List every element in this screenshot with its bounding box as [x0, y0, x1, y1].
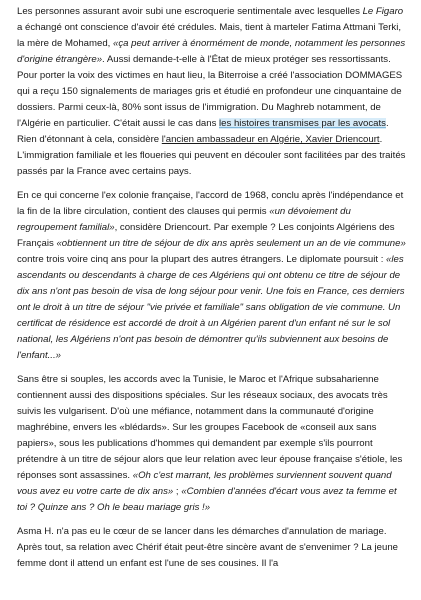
body-text: , considère Driencourt. Par exemple ? Les conjoints Algériens des Français	[17, 222, 395, 249]
quote-text: «Oh c'est marrant, les problèmes surviennent souvent quand vous avez eu votre carte de dix ans»	[17, 470, 392, 497]
article-paragraph-4	[17, 524, 409, 572]
highlighted-link[interactable]: les histoires transmises par les avocats	[219, 118, 386, 129]
quote-text: «les ascendants ou descendants à charge de ces Algériens qui ont obtenu ce titre de séjour de dix ans n'ont pas besoin de visa de long séjour pour venir. Une fois en France, ces derniers ont le droit à un titre de séjour "vie privée et familiale" sans obligation de vie commune. Un certificat de résidence est accordé de droit à un Algérien parent d'un enfant né sur le sol national, les Algériens n'ont pas besoin de démontrer qu'ils subviennent aux besoins de l'enfant...»	[17, 254, 405, 361]
quote-text: «Combien d'années d'écart vous avez ta femme et toi ? Quinze ans ? Oh le beau mariage gris !»	[17, 486, 397, 513]
quote-text: «obtiennent un titre de séjour de dix ans après seulement un an de vie commune»	[56, 238, 406, 249]
article-link[interactable]: l'ancien ambassadeur en Algérie, Xavier Driencourt	[161, 134, 380, 145]
body-text: . L'immigration familiale et les floueries qui peuvent en découler sont facilitées par des traités passés par la France avec certains pays.	[17, 134, 406, 177]
article-paragraph-3	[17, 372, 409, 516]
quote-text: Le Figaro	[362, 6, 404, 17]
quote-text: «ça peut arriver à énormément de monde, notamment les personnes d'origine étrangère»	[17, 38, 406, 65]
body-text: ;	[173, 486, 182, 497]
quote-text: «un dévoiement du regroupement familial»	[17, 206, 351, 233]
article-paragraph-2	[17, 188, 409, 364]
body-text: . Aussi demande-t-elle à l'État de mieux protéger ses ressortissants. Pour porter la voix des victimes en haut lieu, la Biterroise a créé l'association DOMMAGES qui a reçu 150 signalements de mariages gris et étudié en profondeur une cinquantaine de dossiers. Parmi ceux-là, 80% sont issus de l'immigration. Du Maghreb notamment, de l'Algérie en particulier. C'était aussi le cas dans	[17, 54, 403, 129]
body-text: . Rien d'étonnant à cela, considère	[17, 118, 389, 145]
body-text: a échangé ont conscience d'avoir été crédules. Mais, tient à marteler Fatima Attmani Terki, la mère de Mohamed,	[17, 22, 401, 49]
body-text: Asma H. n'a pas eu le cœur de se lancer dans les démarches d'annulation de mariage. Après tout, sa relation avec Chérif était peut-être sincère avant de s'envenimer ? La jeune femme dont il attend un enfant est l'une de ses cousines. Il l'a	[17, 526, 399, 569]
body-text: Les personnes assurant avoir subi une escroquerie sentimentale avec lesquelles	[17, 6, 363, 17]
body-text: contre trois voire cinq ans pour la plupart des autres étrangers. Le diplomate poursuit :	[17, 254, 387, 265]
body-text: Sans être si souples, les accords avec la Tunisie, le Maroc et l'Afrique subsaharienne contiennent aussi des dispositions spéciales. Sur les réseaux sociaux, des avocats très suivis les vulgarisent. D'où une méfiance, notamment dans la communauté d'origine maghrébine, envers les «blédards». Sur les groupes Facebook de «conseil aux sans papiers», sous les publications d'hommes qui demandent par exemple s'ils pourront prétendre à un titre de séjour alors que leur relation avec leur épouse française s'étiole, les réponses sont assassines.	[17, 374, 403, 481]
body-text: En ce qui concerne l'ex colonie française, l'accord de 1968, conclu après l'indépendance et la fin de la libre circulation, contient des clauses qui permis	[17, 190, 404, 217]
article-paragraph-1	[17, 4, 409, 180]
